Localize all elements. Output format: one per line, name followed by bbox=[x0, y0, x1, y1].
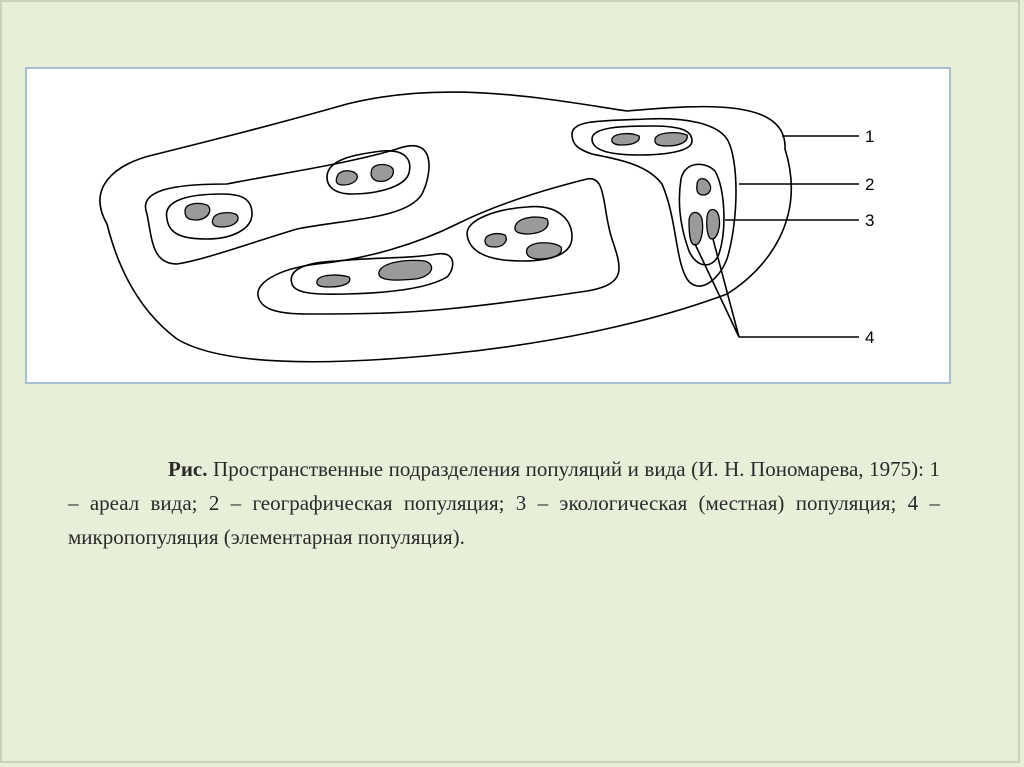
micropopulation bbox=[515, 217, 548, 234]
micropopulation bbox=[655, 133, 687, 146]
micropopulation bbox=[527, 243, 562, 259]
micropopulation bbox=[485, 234, 506, 247]
caption-prefix: Рис. bbox=[168, 457, 208, 481]
micropopulation bbox=[689, 212, 703, 245]
micropopulation bbox=[697, 179, 711, 195]
micropopulation bbox=[336, 171, 357, 185]
micropopulation bbox=[212, 213, 238, 227]
micropopulation bbox=[185, 203, 210, 220]
micropopulation bbox=[379, 260, 432, 280]
label-4: 4 bbox=[865, 328, 875, 347]
label-2: 2 bbox=[865, 175, 875, 194]
label-1: 1 bbox=[865, 127, 875, 146]
caption-text: Пространственные подразделения популяций и вида (И. Н. Пономарева, 1975): 1 – ареал вида; 2 – географическая популяция; 3 – экологическая (местная) популяция; 4 – микропопуляция (элементарная популяция). bbox=[68, 457, 940, 549]
micropopulation bbox=[317, 275, 350, 287]
micropopulation bbox=[707, 210, 720, 240]
ecological-population-left-a bbox=[166, 194, 252, 239]
label-3: 3 bbox=[865, 211, 875, 230]
figure-caption bbox=[68, 452, 940, 554]
population-diagram bbox=[25, 67, 951, 384]
diagram-canvas bbox=[27, 69, 949, 382]
micropopulation bbox=[612, 134, 639, 145]
geographic-population-left bbox=[145, 146, 429, 264]
geographic-population-right bbox=[572, 119, 736, 286]
micropopulation bbox=[371, 165, 393, 182]
